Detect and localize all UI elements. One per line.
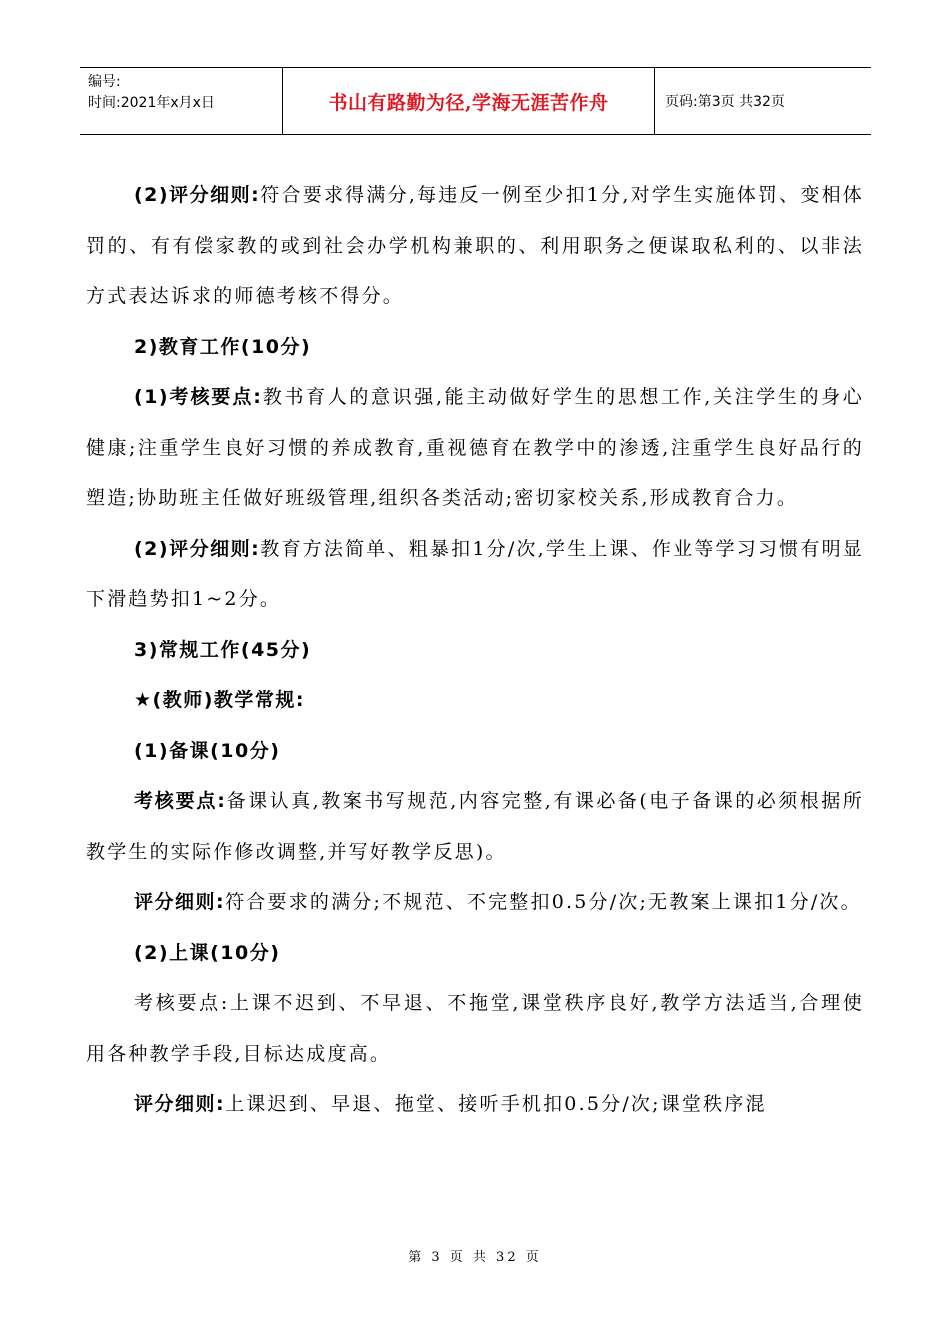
- document-body: [86, 170, 864, 1130]
- paragraph-heading: (1)备课(10分): [134, 739, 281, 762]
- paragraph: [86, 776, 864, 877]
- paragraph-heading: (1)考核要点:: [134, 386, 263, 408]
- paragraph: [86, 978, 864, 1079]
- paragraph: [86, 170, 864, 322]
- paragraph-text: 考核要点:上课不迟到、不早退、不拖堂,课堂秩序良好,教学方法适当,合理使用各种教学手段,目标达成度高。: [86, 992, 864, 1065]
- paragraph: [86, 524, 864, 625]
- header-meta: [80, 68, 283, 134]
- header-motto: 书山有路勤为径,学海无涯苦作舟: [328, 91, 609, 114]
- page-footer: 第 3 页 共 32 页: [408, 1250, 542, 1265]
- paragraph: [86, 372, 864, 524]
- paragraph-text: 教书育人的意识强,能主动做好学生的思想工作,关注学生的身心健康;注重学生良好习惯的养成教育,重视德育在教学中的渗透,注重学生良好品行的塑造;协助班主任做好班级管理,组织各类活动;密切家校关系,形成教育合力。: [86, 386, 864, 509]
- paragraph-heading: 评分细则:: [134, 1093, 226, 1115]
- section-heading: [86, 928, 864, 979]
- paragraph-heading: (2)评分细则:: [134, 537, 261, 560]
- paragraph-text: 教育方法简单、粗暴扣1分/次,学生上课、作业等学习习惯有明显下滑趋势扣1~2分。: [86, 537, 865, 610]
- paragraph-text: 符合要求得满分,每违反一例至少扣1分,对学生实施体罚、变相体罚的、有有偿家教的或到社会办学机构兼职的、利用职务之便谋取私利的、以非法方式表达诉求的师德考核不得分。: [86, 184, 864, 307]
- paragraph-heading: ★(教师)教学常规:: [134, 689, 305, 711]
- paragraph: [86, 877, 864, 928]
- header-page-number: 页码:第3页 共32页: [665, 94, 785, 110]
- header-motto-cell: [283, 68, 655, 134]
- paragraph-heading: 3)常规工作(45分): [134, 638, 312, 661]
- paragraph-heading: 考核要点:: [134, 790, 227, 812]
- paragraph-heading: (2)评分细则:: [134, 184, 261, 206]
- paragraph: [86, 1079, 864, 1130]
- section-heading: [86, 322, 864, 373]
- paragraph-heading: 评分细则:: [134, 891, 226, 913]
- section-heading: [86, 675, 864, 726]
- paragraph-text: 上课迟到、早退、拖堂、接听手机扣0.5分/次;课堂秩序混: [225, 1093, 767, 1115]
- paragraph-text: 备课认真,教案书写规范,内容完整,有课必备(电子备课的必须根据所教学生的实际作修改调整,并写好教学反思)。: [86, 790, 864, 863]
- paragraph-text: 符合要求的满分;不规范、不完整扣0.5分/次;无教案上课扣1分/次。: [225, 891, 862, 913]
- document-number: 编号:: [88, 74, 121, 90]
- header-page-cell: [655, 68, 871, 134]
- document-time: 时间:2021年x月x日: [88, 95, 215, 111]
- page-header: [80, 67, 871, 135]
- section-heading: [86, 726, 864, 777]
- section-heading: [86, 625, 864, 676]
- paragraph-heading: (2)上课(10分): [134, 941, 281, 964]
- paragraph-heading: 2)教育工作(10分): [134, 335, 312, 358]
